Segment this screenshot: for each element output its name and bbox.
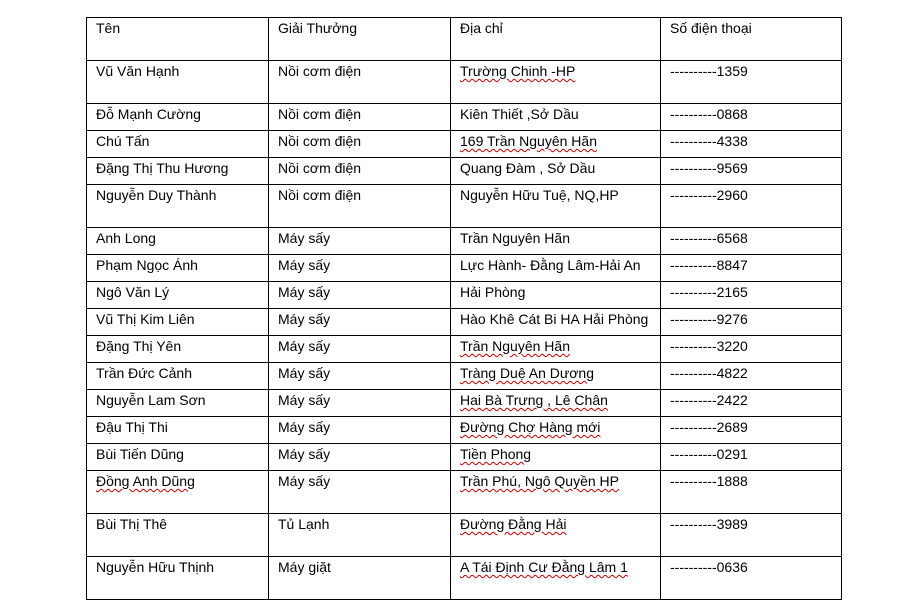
header-phone: Số điện thoại — [661, 18, 842, 61]
table-header-row — [87, 18, 842, 61]
table-row — [87, 390, 842, 417]
cell-phone: ----------1359 — [661, 61, 842, 104]
cell-phone: ----------2422 — [661, 390, 842, 417]
header-address: Địa chỉ — [451, 18, 661, 61]
cell-name: Phạm Ngọc Ánh — [87, 255, 269, 282]
cell-prize: Máy giặt — [269, 557, 451, 600]
cell-name: Nguyễn Lam Sơn — [87, 390, 269, 417]
cell-prize: Nồi cơm điện — [269, 61, 451, 104]
table-row — [87, 158, 842, 185]
cell-name: Nguyễn Duy Thành — [87, 185, 269, 228]
cell-address: Hai Bà Trưng , Lê Chân — [451, 390, 661, 417]
cell-phone: ----------2960 — [661, 185, 842, 228]
cell-phone: ----------3989 — [661, 514, 842, 557]
cell-prize: Máy sấy — [269, 282, 451, 309]
cell-phone: ----------6568 — [661, 228, 842, 255]
cell-address: Trần Nguyên Hãn — [451, 228, 661, 255]
cell-phone: ----------0291 — [661, 444, 842, 471]
cell-address: Lực Hành- Đằng Lâm-Hải An — [451, 255, 661, 282]
header-name: Tên — [87, 18, 269, 61]
cell-name: Trần Đức Cảnh — [87, 363, 269, 390]
cell-phone: ----------4822 — [661, 363, 842, 390]
cell-phone: ----------2689 — [661, 417, 842, 444]
table-row — [87, 444, 842, 471]
cell-prize: Máy sấy — [269, 390, 451, 417]
cell-name: Ngô Văn Lý — [87, 282, 269, 309]
cell-address: Nguyễn Hữu Tuệ, NQ,HP — [451, 185, 661, 228]
cell-address: Trần Phú, Ngô Quyền HP — [451, 471, 661, 514]
cell-address: Tiền Phong — [451, 444, 661, 471]
cell-name: Anh Long — [87, 228, 269, 255]
cell-address: Trường Chinh -HP — [451, 61, 661, 104]
cell-prize: Nồi cơm điện — [269, 131, 451, 158]
table-row — [87, 228, 842, 255]
cell-prize: Máy sấy — [269, 255, 451, 282]
cell-address: Quang Đàm , Sở Dầu — [451, 158, 661, 185]
cell-address: Đường Đằng Hải — [451, 514, 661, 557]
prize-winners-table — [86, 17, 842, 600]
cell-address: Trần Nguyên Hãn — [451, 336, 661, 363]
table-row — [87, 131, 842, 158]
cell-address: A Tái Định Cư Đằng Lâm 1 — [451, 557, 661, 600]
cell-phone: ----------0868 — [661, 104, 842, 131]
table-row — [87, 185, 842, 228]
cell-phone: ----------0636 — [661, 557, 842, 600]
cell-phone: ----------1888 — [661, 471, 842, 514]
cell-prize: Máy sấy — [269, 309, 451, 336]
cell-phone: ----------2165 — [661, 282, 842, 309]
cell-address: Kiên Thiết ,Sở Dầu — [451, 104, 661, 131]
table-row — [87, 363, 842, 390]
cell-name: Nguyễn Hữu Thịnh — [87, 557, 269, 600]
cell-address: 169 Trần Nguyên Hãn — [451, 131, 661, 158]
cell-prize: Máy sấy — [269, 471, 451, 514]
cell-name: Vũ Thị Kim Liên — [87, 309, 269, 336]
cell-phone: ----------9569 — [661, 158, 842, 185]
cell-prize: Máy sấy — [269, 336, 451, 363]
cell-name: Đồng Anh Dũng — [87, 471, 269, 514]
cell-address: Tràng Duệ An Dương — [451, 363, 661, 390]
cell-prize: Máy sấy — [269, 417, 451, 444]
table-row — [87, 282, 842, 309]
cell-name: Đặng Thị Yên — [87, 336, 269, 363]
cell-address: Hào Khê Cát Bi HA Hải Phòng — [451, 309, 661, 336]
cell-address: Đường Chợ Hàng mới — [451, 417, 661, 444]
cell-phone: ----------3220 — [661, 336, 842, 363]
table-row — [87, 309, 842, 336]
table-row — [87, 104, 842, 131]
cell-name: Chú Tấn — [87, 131, 269, 158]
cell-prize: Máy sấy — [269, 228, 451, 255]
cell-prize: Tủ Lạnh — [269, 514, 451, 557]
table-row — [87, 336, 842, 363]
table-row — [87, 255, 842, 282]
table-row — [87, 417, 842, 444]
table-row — [87, 61, 842, 104]
cell-phone: ----------4338 — [661, 131, 842, 158]
table-row — [87, 557, 842, 600]
cell-name: Đỗ Mạnh Cường — [87, 104, 269, 131]
cell-name: Bùi Tiến Dũng — [87, 444, 269, 471]
cell-name: Đặng Thị Thu Hương — [87, 158, 269, 185]
cell-name: Đậu Thị Thi — [87, 417, 269, 444]
cell-prize: Nồi cơm điện — [269, 158, 451, 185]
cell-prize: Nồi cơm điện — [269, 104, 451, 131]
header-prize: Giải Thưởng — [269, 18, 451, 61]
cell-phone: ----------9276 — [661, 309, 842, 336]
cell-address: Hải Phòng — [451, 282, 661, 309]
cell-prize: Máy sấy — [269, 363, 451, 390]
cell-phone: ----------8847 — [661, 255, 842, 282]
cell-name: Bùi Thị Thê — [87, 514, 269, 557]
cell-prize: Máy sấy — [269, 444, 451, 471]
table-row — [87, 514, 842, 557]
table-row — [87, 471, 842, 514]
cell-name: Vũ Văn Hạnh — [87, 61, 269, 104]
cell-prize: Nồi cơm điện — [269, 185, 451, 228]
